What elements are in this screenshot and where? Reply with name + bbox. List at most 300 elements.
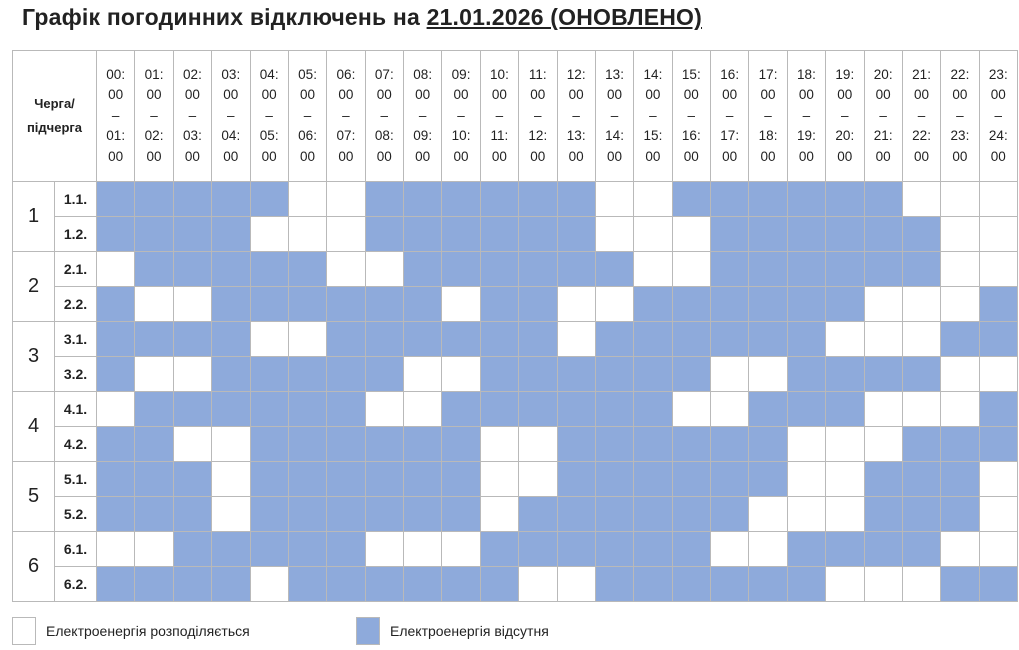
hour-header	[288, 51, 326, 182]
outage-cell	[97, 287, 135, 322]
outage-cell	[442, 252, 480, 287]
hour-to_m: 00	[990, 148, 1006, 164]
hour-from_m: 00	[607, 87, 623, 103]
hour-from_h: 10:	[490, 66, 509, 82]
hour-to_m: 00	[261, 148, 277, 164]
hour-to_h: 08:	[374, 128, 394, 144]
power-cell	[212, 427, 250, 462]
outage-cell	[941, 462, 979, 497]
outage-cell	[941, 497, 979, 532]
hour-from_h: 23:	[988, 66, 1008, 82]
hour-to_h: 04:	[221, 128, 241, 144]
hour-to_m: 00	[415, 148, 431, 164]
legend-on-swatch	[12, 617, 36, 645]
power-cell	[979, 217, 1017, 252]
power-cell	[288, 217, 326, 252]
outage-cell	[711, 252, 749, 287]
hour-from_m: 00	[722, 87, 738, 103]
hour-from_h: 02:	[183, 66, 202, 82]
hour-from_h: 00:	[106, 66, 126, 82]
hour-from_m: 00	[415, 87, 431, 103]
outage-cell	[634, 462, 672, 497]
outage-cell	[864, 182, 902, 217]
power-cell	[979, 252, 1017, 287]
outage-cell	[327, 497, 365, 532]
hour-sep: –	[265, 107, 273, 123]
outage-cell	[749, 252, 787, 287]
power-cell	[557, 287, 595, 322]
outage-cell	[327, 287, 365, 322]
hour-header	[711, 51, 749, 182]
outage-cell	[250, 427, 288, 462]
hour-to_h: 20:	[835, 128, 855, 144]
legend-off-label: Електроенергія відсутня	[390, 623, 549, 639]
hour-from_m: 00	[491, 87, 507, 103]
outage-cell	[173, 322, 211, 357]
outage-cell	[97, 217, 135, 252]
outage-cell	[595, 427, 633, 462]
hour-from_h: 19:	[835, 66, 855, 82]
hour-from_m: 00	[338, 87, 354, 103]
power-cell	[173, 357, 211, 392]
outage-cell	[672, 462, 710, 497]
power-cell	[864, 392, 902, 427]
queue-group-label: 1	[13, 182, 55, 252]
queue-row	[13, 497, 1018, 532]
power-cell	[519, 567, 557, 602]
outage-cell	[672, 182, 710, 217]
outage-cell	[327, 322, 365, 357]
outage-cell	[212, 392, 250, 427]
subqueue-label: 6.2.	[55, 567, 97, 602]
hour-from_h: 14:	[643, 66, 663, 82]
power-cell	[941, 287, 979, 322]
outage-cell	[595, 322, 633, 357]
outage-cell	[135, 497, 173, 532]
title-date: 21.01.2026 (ОНОВЛЕНО)	[426, 4, 703, 30]
outage-cell	[634, 392, 672, 427]
hour-to_h: 12:	[528, 128, 548, 144]
outage-cell	[250, 252, 288, 287]
outage-cell	[404, 497, 442, 532]
queue-header-line2: підчерга	[26, 120, 83, 135]
power-cell	[288, 322, 326, 357]
outage-cell	[864, 217, 902, 252]
outage-cell	[826, 532, 864, 567]
hour-to_h: 19:	[797, 128, 816, 144]
outage-cell	[787, 357, 825, 392]
outage-cell	[749, 462, 787, 497]
outage-cell	[826, 182, 864, 217]
outage-cell	[979, 567, 1017, 602]
hour-sep: –	[534, 107, 542, 123]
hour-from_h: 16:	[720, 66, 740, 82]
outage-cell	[480, 217, 518, 252]
hour-from_m: 00	[914, 87, 930, 103]
outage-cell	[787, 532, 825, 567]
outage-cell	[327, 357, 365, 392]
outage-cell	[672, 427, 710, 462]
power-cell	[902, 392, 940, 427]
outage-cell	[979, 322, 1017, 357]
outage-cell	[288, 532, 326, 567]
power-cell	[135, 532, 173, 567]
outage-cell	[672, 532, 710, 567]
power-cell	[826, 462, 864, 497]
outage-cell	[941, 427, 979, 462]
power-cell	[480, 497, 518, 532]
hour-sep: –	[111, 107, 120, 123]
power-cell	[864, 322, 902, 357]
outage-cell	[902, 252, 940, 287]
hour-to_m: 00	[453, 148, 469, 164]
outage-cell	[442, 497, 480, 532]
subqueue-label: 3.2.	[55, 357, 97, 392]
subqueue-label: 1.2.	[55, 217, 97, 252]
outage-cell	[634, 287, 672, 322]
outage-cell	[634, 322, 672, 357]
queue-row	[13, 357, 1018, 392]
power-cell	[595, 287, 633, 322]
hour-to_h: 17:	[720, 128, 740, 144]
queue-row	[13, 392, 1018, 427]
outage-cell	[327, 392, 365, 427]
queue-row	[13, 287, 1018, 322]
power-cell	[250, 322, 288, 357]
hour-header	[902, 51, 940, 182]
legend-on	[12, 614, 250, 648]
hour-to_m: 00	[146, 148, 162, 164]
outage-cell	[404, 252, 442, 287]
outage-cell	[595, 252, 633, 287]
hour-to_h: 01:	[106, 128, 126, 144]
hour-header	[250, 51, 288, 182]
outage-cell	[557, 497, 595, 532]
hour-to_m: 00	[837, 148, 853, 164]
hour-from_m: 00	[376, 87, 392, 103]
hour-sep: –	[303, 107, 312, 123]
outage-cell	[787, 287, 825, 322]
hour-sep: –	[802, 107, 811, 123]
outage-cell	[864, 357, 902, 392]
outage-cell	[519, 532, 557, 567]
outage-cell	[787, 567, 825, 602]
outage-cell	[288, 287, 326, 322]
outage-cell	[557, 462, 595, 497]
power-cell	[826, 322, 864, 357]
outage-cell	[711, 322, 749, 357]
outage-cell	[595, 497, 633, 532]
hour-from_h: 18:	[797, 66, 816, 82]
power-cell	[941, 252, 979, 287]
outage-cell	[595, 392, 633, 427]
outage-cell	[519, 252, 557, 287]
power-cell	[826, 567, 864, 602]
hour-to_h: 15:	[643, 128, 663, 144]
outage-cell	[557, 392, 595, 427]
outage-cell	[212, 182, 250, 217]
outage-cell	[941, 322, 979, 357]
outage-cell	[288, 252, 326, 287]
hour-to_h: 16:	[681, 128, 701, 144]
queue-row	[13, 322, 1018, 357]
outage-cell	[595, 567, 633, 602]
hour-from_h: 03:	[221, 66, 241, 82]
title-text: Графік погодинних відключень на	[22, 4, 427, 30]
power-cell	[634, 252, 672, 287]
outage-cell	[480, 322, 518, 357]
outage-cell	[902, 497, 940, 532]
outage-cell	[749, 567, 787, 602]
hour-header	[97, 51, 135, 182]
outage-cell	[711, 462, 749, 497]
queue-row	[13, 217, 1018, 252]
hour-from_h: 20:	[873, 66, 893, 82]
hour-sep: –	[879, 107, 887, 123]
power-cell	[902, 287, 940, 322]
outage-cell	[902, 532, 940, 567]
hour-header	[557, 51, 595, 182]
power-cell	[595, 217, 633, 252]
power-cell	[557, 567, 595, 602]
power-cell	[404, 532, 442, 567]
outage-cell	[288, 392, 326, 427]
hour-sep: –	[342, 107, 350, 123]
queue-row	[13, 532, 1018, 567]
outage-cell	[480, 567, 518, 602]
power-cell	[97, 252, 135, 287]
outage-cell	[404, 567, 442, 602]
power-cell	[404, 392, 442, 427]
outage-cell	[979, 427, 1017, 462]
hour-from_m: 00	[223, 87, 239, 103]
hour-to_m: 00	[683, 148, 699, 164]
power-cell	[327, 252, 365, 287]
power-cell	[979, 182, 1017, 217]
power-cell	[173, 287, 211, 322]
outage-cell	[250, 532, 288, 567]
outage-cell	[365, 357, 403, 392]
outage-cell	[826, 217, 864, 252]
hour-from_h: 05:	[298, 66, 317, 82]
hour-to_h: 18:	[758, 128, 778, 144]
power-cell	[365, 252, 403, 287]
hour-sep: –	[150, 107, 158, 123]
hour-from_m: 00	[146, 87, 162, 103]
outage-cell	[212, 217, 250, 252]
outage-cell	[711, 217, 749, 252]
power-cell	[480, 462, 518, 497]
outage-cell	[404, 182, 442, 217]
hour-to_m: 00	[108, 148, 124, 164]
outage-cell	[135, 462, 173, 497]
hour-to_m: 00	[875, 148, 891, 164]
outage-cell	[288, 497, 326, 532]
queue-row	[13, 427, 1018, 462]
power-cell	[365, 532, 403, 567]
hour-to_m: 00	[338, 148, 354, 164]
hour-to_h: 14:	[605, 128, 624, 144]
hour-header	[672, 51, 710, 182]
power-cell	[864, 567, 902, 602]
hour-sep: –	[917, 107, 926, 123]
hour-header	[979, 51, 1017, 182]
outage-cell	[135, 252, 173, 287]
power-cell	[404, 357, 442, 392]
outage-cell	[519, 497, 557, 532]
outage-cell	[327, 427, 365, 462]
outage-cell	[135, 322, 173, 357]
hour-from_h: 06:	[336, 66, 356, 82]
outage-cell	[826, 392, 864, 427]
outage-cell	[327, 567, 365, 602]
power-cell	[864, 287, 902, 322]
power-cell	[97, 532, 135, 567]
outage-cell	[135, 182, 173, 217]
outage-cell	[864, 462, 902, 497]
power-cell	[442, 287, 480, 322]
outage-cell	[749, 182, 787, 217]
hour-sep: –	[457, 107, 465, 123]
legend-off	[356, 614, 549, 648]
hour-sep: –	[188, 107, 197, 123]
subqueue-label: 1.1.	[55, 182, 97, 217]
hour-header	[327, 51, 365, 182]
hour-header	[826, 51, 864, 182]
queue-row	[13, 567, 1018, 602]
hour-from_m: 00	[952, 87, 968, 103]
header-row	[13, 51, 1018, 182]
subqueue-label: 5.1.	[55, 462, 97, 497]
outage-cell	[212, 322, 250, 357]
subqueue-label: 4.1.	[55, 392, 97, 427]
outage-cell	[365, 462, 403, 497]
outage-cell	[711, 182, 749, 217]
hour-to_h: 24:	[988, 128, 1008, 144]
outage-cell	[97, 182, 135, 217]
outage-cell	[135, 392, 173, 427]
hour-to_m: 00	[376, 148, 392, 164]
hour-to_h: 13:	[566, 128, 586, 144]
outage-cell	[173, 497, 211, 532]
outage-cell	[595, 357, 633, 392]
hour-from_h: 08:	[413, 66, 433, 82]
power-cell	[519, 427, 557, 462]
outage-cell	[557, 357, 595, 392]
outage-cell	[250, 287, 288, 322]
outage-cell	[749, 392, 787, 427]
outage-cell	[442, 427, 480, 462]
power-cell	[941, 532, 979, 567]
outage-cell	[212, 567, 250, 602]
queue-row	[13, 252, 1018, 287]
outage-cell	[365, 322, 403, 357]
hour-from_h: 21:	[912, 66, 931, 82]
outage-cell	[250, 182, 288, 217]
hour-from_m: 00	[875, 87, 891, 103]
outage-cell	[787, 322, 825, 357]
outage-cell	[787, 182, 825, 217]
hour-to_m: 00	[223, 148, 239, 164]
outage-cell	[672, 567, 710, 602]
hour-from_h: 09:	[451, 66, 471, 82]
outage-cell	[288, 357, 326, 392]
power-cell	[749, 357, 787, 392]
hour-header	[365, 51, 403, 182]
outage-cell	[250, 392, 288, 427]
hour-to_m: 00	[184, 148, 200, 164]
legend-off-swatch	[356, 617, 380, 645]
hour-to_m: 00	[607, 148, 623, 164]
outage-cell	[442, 392, 480, 427]
outage-cell	[442, 322, 480, 357]
page-title	[22, 4, 702, 31]
outage-cell	[404, 427, 442, 462]
outage-cell	[711, 287, 749, 322]
queue-row	[13, 182, 1018, 217]
hour-sep: –	[572, 107, 580, 123]
power-cell	[327, 217, 365, 252]
outage-cell	[97, 567, 135, 602]
hour-sep: –	[956, 107, 964, 123]
outage-cell	[135, 427, 173, 462]
outage-cell	[826, 357, 864, 392]
outage-cell	[173, 462, 211, 497]
hour-to_m: 00	[491, 148, 507, 164]
outage-cell	[173, 567, 211, 602]
hour-sep: –	[994, 107, 1003, 123]
outage-cell	[787, 392, 825, 427]
hour-to_h: 06:	[298, 128, 317, 144]
hour-to_m: 00	[798, 148, 814, 164]
hour-from_m: 00	[837, 87, 853, 103]
outage-cell	[902, 217, 940, 252]
power-cell	[941, 182, 979, 217]
hour-from_m: 00	[530, 87, 546, 103]
outage-cell	[672, 322, 710, 357]
hour-to_m: 00	[530, 148, 546, 164]
power-cell	[672, 392, 710, 427]
outage-cell	[902, 427, 940, 462]
hour-to_h: 21:	[873, 128, 893, 144]
power-cell	[787, 497, 825, 532]
outage-cell	[864, 532, 902, 567]
power-cell	[97, 392, 135, 427]
power-cell	[941, 357, 979, 392]
hour-to_m: 00	[568, 148, 584, 164]
outage-cell	[404, 462, 442, 497]
outage-cell	[212, 532, 250, 567]
power-cell	[787, 427, 825, 462]
outage-cell	[864, 497, 902, 532]
outage-cell	[404, 217, 442, 252]
outage-cell	[97, 462, 135, 497]
outage-cell	[442, 567, 480, 602]
hour-header	[212, 51, 250, 182]
outage-cell	[365, 567, 403, 602]
hour-to_h: 09:	[413, 128, 433, 144]
power-cell	[212, 497, 250, 532]
hour-header	[595, 51, 633, 182]
queue-group-label: 2	[13, 252, 55, 322]
queue-group-label: 3	[13, 322, 55, 392]
power-cell	[634, 182, 672, 217]
outage-cell	[480, 252, 518, 287]
power-cell	[749, 532, 787, 567]
hour-from_h: 22:	[950, 66, 970, 82]
power-cell	[941, 217, 979, 252]
power-cell	[365, 392, 403, 427]
